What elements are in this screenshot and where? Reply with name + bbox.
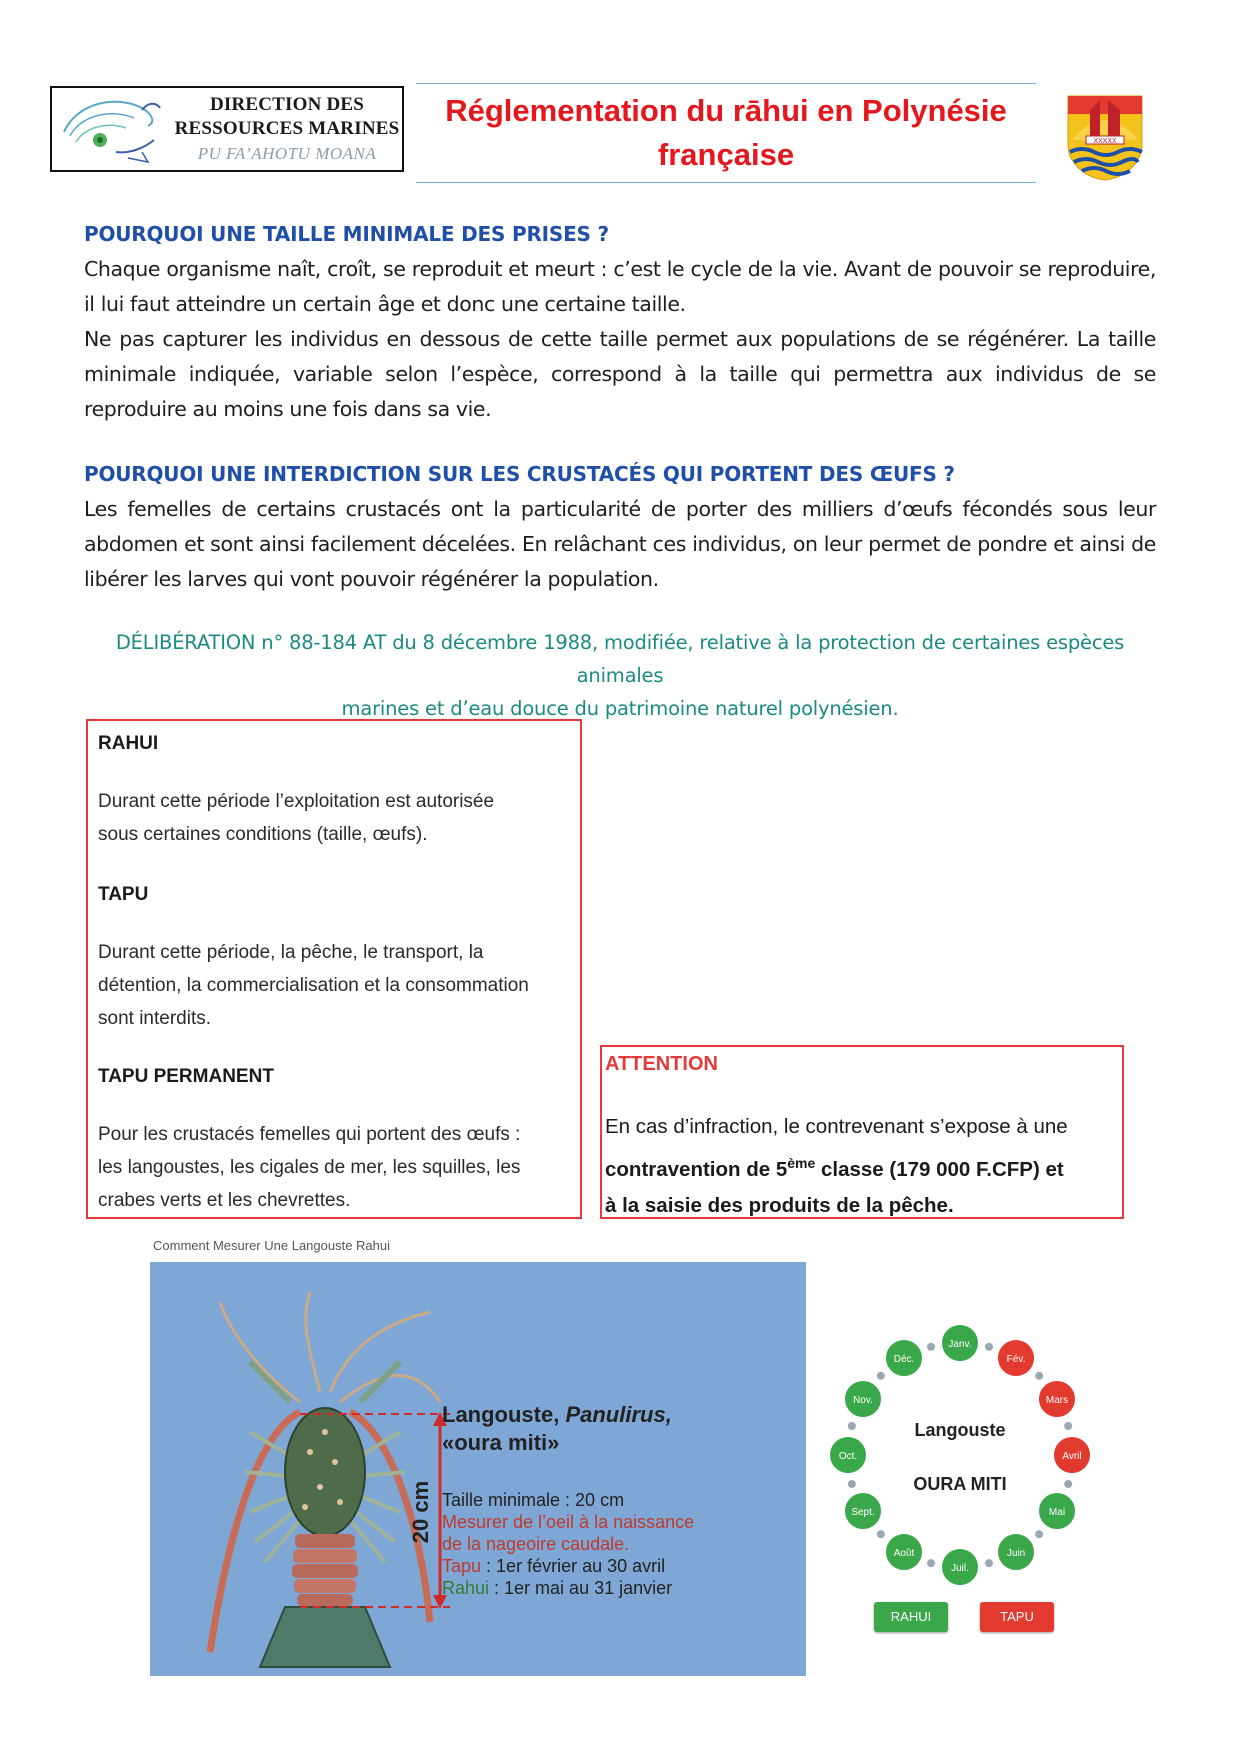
page-title xyxy=(416,83,1036,183)
calendar-month xyxy=(844,1380,882,1418)
rahui-period xyxy=(442,1578,672,1599)
calendar-month xyxy=(941,1548,979,1586)
rahui-heading: RAHUI xyxy=(98,733,159,754)
illustration-caption: Comment Mesurer Une Langouste Rahui xyxy=(153,1238,391,1253)
section2-heading: POURQUOI UNE INTERDICTION SUR LES CRUSTACÉS QUI PORTENT DES ŒUFS ? xyxy=(84,462,955,486)
calendar-month-label: Oct. xyxy=(838,1451,858,1462)
section1-body xyxy=(84,252,1156,427)
org-name-line2: RESSOURCES MARINES xyxy=(174,118,400,139)
calendar-month-label: Sept. xyxy=(851,1507,875,1518)
minimum-size: Taille minimale : 20 cm xyxy=(442,1490,625,1510)
org-name-line1: DIRECTION DES xyxy=(209,94,365,115)
calendar-arrow xyxy=(1035,1372,1043,1380)
rahui-text-line1: Durant cette période l’exploitation est autorisée xyxy=(98,791,495,812)
scale-label: 20 cm xyxy=(408,1480,433,1544)
calendar-month xyxy=(830,1436,867,1474)
calendar-month xyxy=(844,1492,882,1530)
attention-fine-sup: ème xyxy=(787,1155,816,1171)
legend-rahui: RAHUI xyxy=(874,1602,948,1632)
calendar-month xyxy=(885,1533,923,1571)
tapu-period-label: Tapu xyxy=(442,1556,482,1576)
calendar-month xyxy=(1053,1436,1090,1474)
section2-paragraph: Les femelles de certains crustacés ont la particularité de porter des milliers d’œufs fécondés sous leur abdomen et sont ainsi facilement décelées. En relâchant ces individus, on leur permet de pondre et ainsi de libérer les larves qui vont pouvoir régénérer la population. xyxy=(84,497,1156,591)
rahui-period-label: Rahui xyxy=(442,1578,490,1598)
drm-logo xyxy=(50,86,404,172)
title-line1: Réglementation du rāhui en Polynésie xyxy=(445,93,1007,128)
calendar-month-label: Janv. xyxy=(948,1339,972,1350)
attention-fine-part1: contravention de 5 xyxy=(605,1157,788,1181)
tapu-text-line3: sont interdits. xyxy=(98,1008,211,1029)
polynesia-coat-of-arms-icon xyxy=(1062,92,1148,182)
tapu-permanent-text-line3: crabes verts et les chevrettes. xyxy=(98,1190,351,1211)
lobster-icon xyxy=(150,1262,806,1676)
deliberation-reference xyxy=(84,626,1156,725)
tapu-permanent-text-line1: Pour les crustacés femelles qui portent des œufs : xyxy=(98,1124,521,1145)
calendar-month-label: Avril xyxy=(1062,1451,1082,1462)
tapu-text-line1: Durant cette période, la pêche, le transport, la xyxy=(98,942,484,963)
calendar-month xyxy=(997,1339,1035,1377)
calendar-species: Langouste xyxy=(914,1420,1006,1440)
definitions-box xyxy=(86,719,582,1219)
rahui-text-line2: sous certaines conditions (taille, œufs). xyxy=(98,824,428,845)
species-latin: Panulirus, xyxy=(565,1402,672,1427)
tapu-permanent-text-line2: les langoustes, les cigales de mer, les squilles, les xyxy=(98,1157,521,1178)
calendar-month xyxy=(885,1339,923,1377)
calendar-month-label: Mars xyxy=(1045,1395,1069,1406)
calendar-month xyxy=(1038,1492,1076,1530)
calendar-month-label: Déc. xyxy=(893,1354,915,1366)
deliberation-line1: DÉLIBÉRATION n° 88-184 AT du 8 décembre 1988, modifiée, relative à la protection de certaines espèces animales xyxy=(115,631,1125,687)
tapu-text-line2: détention, la commercialisation et la consommation xyxy=(98,975,529,996)
org-name-tahitian: PU FA’AHOTU MOANA xyxy=(197,144,377,163)
calendar-arrow xyxy=(877,1530,885,1538)
calendar-month xyxy=(997,1533,1035,1571)
calendar-wheel xyxy=(830,1320,1090,1590)
attention-line1: En cas d’infraction, le contrevenant s’expose à une xyxy=(605,1115,1068,1138)
calendar-month-label: Nov. xyxy=(853,1395,873,1406)
attention-heading: ATTENTION xyxy=(605,1053,718,1075)
calendar-month-label: Juil. xyxy=(951,1563,969,1574)
calendar-arrow xyxy=(1035,1530,1043,1538)
attention-text xyxy=(605,1109,1121,1224)
tapu-permanent-heading: TAPU PERMANENT xyxy=(98,1066,274,1087)
species-name xyxy=(442,1402,672,1428)
calendar-arrow xyxy=(985,1343,993,1351)
calendar-arrow xyxy=(927,1559,935,1567)
calendar-arrow xyxy=(927,1343,935,1351)
calendar-month xyxy=(941,1324,979,1362)
fish-logo-icon xyxy=(56,92,168,168)
calendar-arrow xyxy=(877,1372,885,1380)
rahui-period-dates: : 1er mai au 31 janvier xyxy=(489,1578,673,1598)
species-common: Langouste, xyxy=(442,1402,566,1427)
section1-paragraph1: Chaque organisme naît, croît, se reproduit et meurt : c’est le cycle de la vie. Avant de pouvoir se reproduire, il lui faut atteindre un certain âge et donc une certaine taille. xyxy=(84,257,1156,316)
section2-body xyxy=(84,492,1156,597)
tapu-period xyxy=(442,1556,665,1577)
calendar-month-label: Fév. xyxy=(1006,1354,1026,1366)
attention-line3: à la saisie des produits de la pêche. xyxy=(605,1193,954,1217)
title-line2: française xyxy=(657,137,795,172)
measure-instruction-line1: Mesurer de l’oeil à la naissance xyxy=(442,1512,695,1532)
species-local-name: «oura miti» xyxy=(442,1430,560,1455)
tapu-heading: TAPU xyxy=(98,884,149,905)
fishing-calendar xyxy=(830,1320,1090,1650)
lobster-measurement-illustration xyxy=(150,1262,806,1676)
calendar-month xyxy=(1038,1380,1076,1418)
section1-heading: POURQUOI UNE TAILLE MINIMALE DES PRISES ? xyxy=(84,222,609,246)
calendar-month-label: Mai xyxy=(1048,1507,1066,1518)
section1-paragraph2: Ne pas capturer les individus en dessous de cette taille permet aux populations de se régénérer. La taille minimale indiquée, variable selon l’espèce, correspond à la taille qui permettra aux individus de se reproduire au moins une fois dans sa vie. xyxy=(84,327,1156,421)
calendar-local-name: OURA MITI xyxy=(913,1474,1007,1494)
attention-fine-part2: classe (179 000 F.CFP) et xyxy=(815,1157,1064,1181)
attention-box xyxy=(600,1045,1124,1219)
tapu-period-dates: : 1er février au 30 avril xyxy=(481,1556,666,1576)
emblem-text: XXXXX xyxy=(1093,138,1117,145)
calendar-arrow xyxy=(985,1559,993,1567)
calendar-month-label: Juin xyxy=(1006,1547,1026,1559)
attention-line2 xyxy=(605,1145,1121,1188)
measure-instruction-line2: de la nageoire caudale. xyxy=(442,1534,630,1554)
calendar-month-label: Août xyxy=(893,1547,915,1559)
deliberation-line2: marines et d’eau douce du patrimoine naturel polynésien. xyxy=(341,697,899,720)
legend-tapu: TAPU xyxy=(980,1602,1054,1632)
